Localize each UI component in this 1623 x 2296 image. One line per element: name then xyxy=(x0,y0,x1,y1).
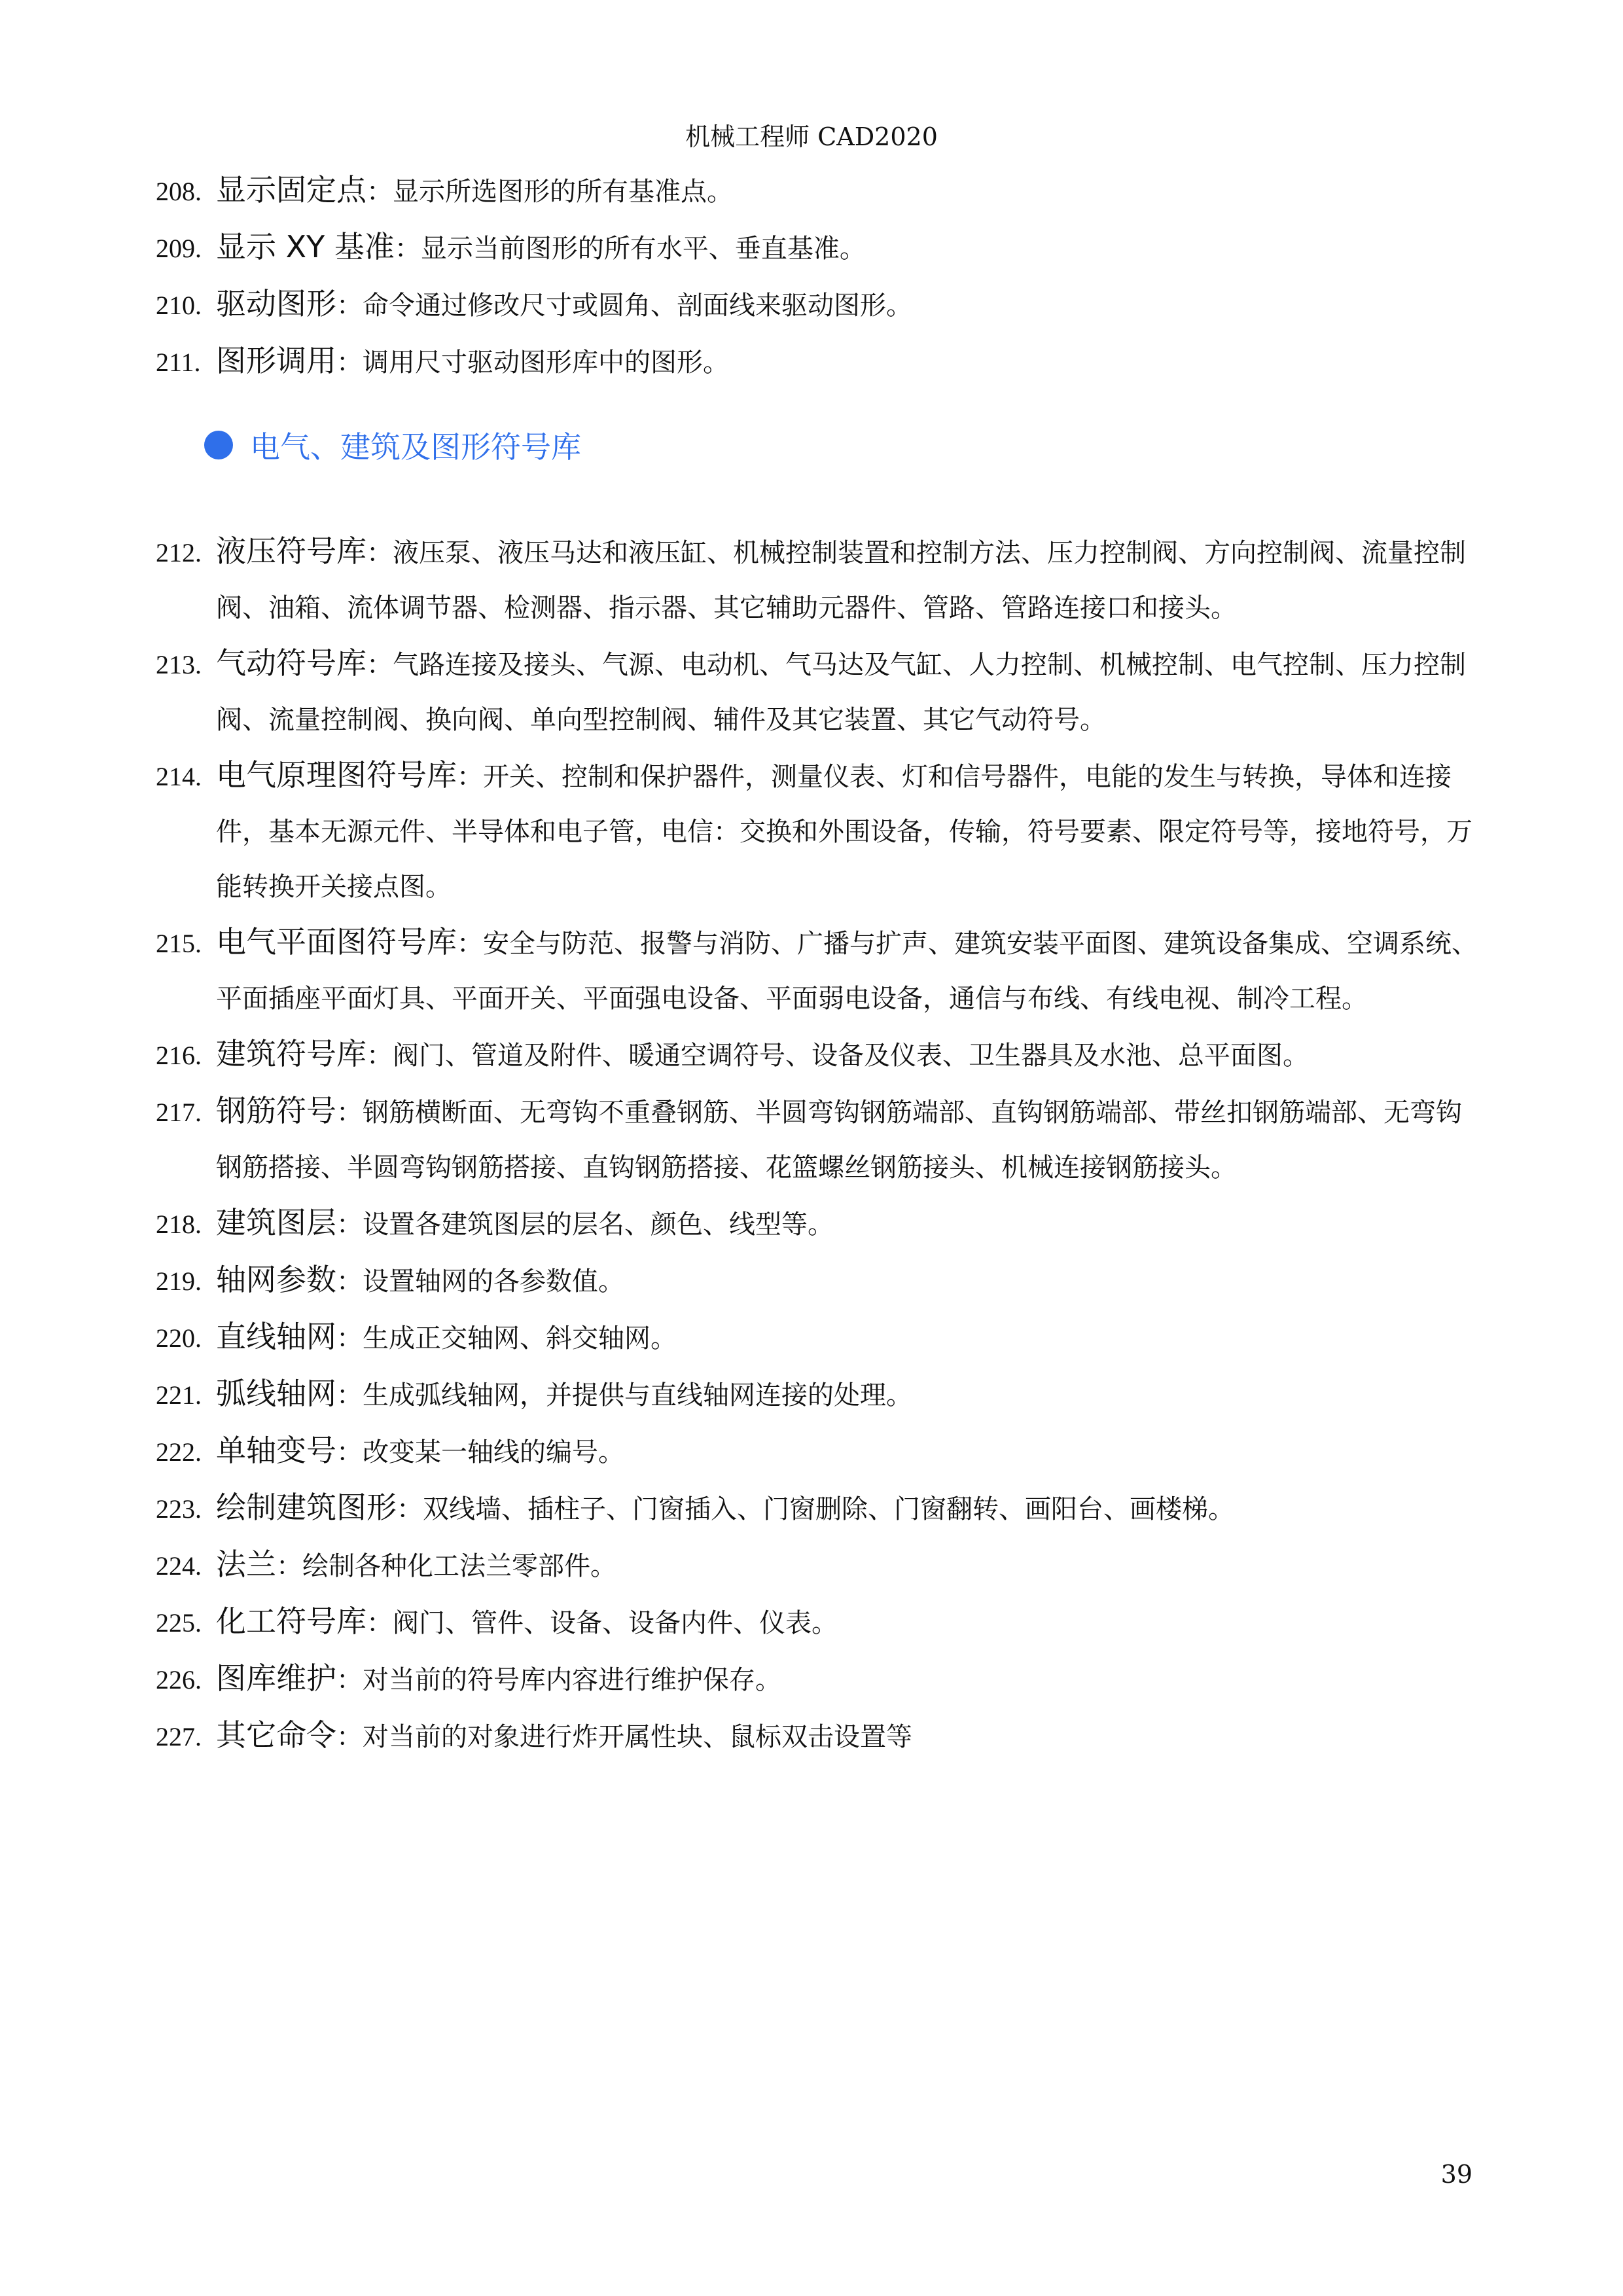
item-description: ：绘制各种化工法兰零部件。 xyxy=(276,1551,616,1581)
item-number: 226. xyxy=(156,1665,202,1695)
item-term: 弧线轴网 xyxy=(216,1376,336,1411)
top-entry-list xyxy=(156,162,1484,390)
item-number: 218. xyxy=(156,1210,202,1239)
page-header: 机械工程师 CAD2020 xyxy=(685,122,938,151)
item-description: ：气路连接及接头、气源、电动机、气马达及气缸、人力控制、机械控制、电气控制、压力控制阀、流量控制阀、换向阀、单向型控制阀、辅件及其它装置、其它气动符号。 xyxy=(216,650,1466,735)
list-item xyxy=(156,1366,1484,1423)
item-number: 225. xyxy=(156,1608,202,1638)
list-item xyxy=(156,524,1484,636)
item-term: 气动符号库 xyxy=(216,645,366,681)
item-term: 钢筋符号 xyxy=(216,1093,336,1128)
item-number: 220. xyxy=(156,1323,202,1353)
item-number: 223. xyxy=(156,1494,202,1524)
item-number: 214. xyxy=(156,762,202,791)
list-item xyxy=(156,1252,1484,1309)
item-term: 液压符号库 xyxy=(216,533,366,569)
list-item xyxy=(156,1309,1484,1366)
item-description: ：对当前的对象进行炸开属性块、鼠标双击设置等 xyxy=(336,1722,912,1752)
item-description: ：生成正交轴网、斜交轴网。 xyxy=(336,1323,677,1354)
item-number: 213. xyxy=(156,650,202,679)
item-description: ：调用尺寸驱动图形库中的图形。 xyxy=(336,348,729,378)
item-term: 图库维护 xyxy=(216,1660,336,1696)
list-item xyxy=(156,276,1484,333)
item-number: 217. xyxy=(156,1098,202,1127)
item-number: 210. xyxy=(156,291,202,320)
item-number: 227. xyxy=(156,1722,202,1751)
item-description: ：显示当前图形的所有水平、垂直基准。 xyxy=(394,234,866,264)
item-term: 轴网参数 xyxy=(216,1262,336,1297)
list-item xyxy=(156,1480,1484,1537)
list-item xyxy=(156,747,1484,914)
list-item xyxy=(156,1594,1484,1651)
item-number: 216. xyxy=(156,1041,202,1070)
item-number: 215. xyxy=(156,929,202,958)
item-number: 209. xyxy=(156,234,202,263)
list-item xyxy=(156,162,1484,219)
item-description: ：显示所选图形的所有基准点。 xyxy=(366,177,733,207)
list-item xyxy=(156,333,1484,390)
item-term: 绘制建筑图形 xyxy=(216,1490,397,1525)
item-number: 208. xyxy=(156,177,202,206)
item-term: 显示固定点 xyxy=(216,172,366,207)
item-description: ：安全与防范、报警与消防、广播与扩声、建筑安装平面图、建筑设备集成、空调系统、平面插座平面灯具、平面开关、平面强电设备、平面弱电设备，通信与布线、有线电视、制冷工程。 xyxy=(216,929,1478,1014)
item-term: 显示 XY 基准 xyxy=(216,229,395,264)
list-item xyxy=(156,636,1484,747)
list-item xyxy=(156,1423,1484,1480)
item-term: 电气原理图符号库 xyxy=(216,757,457,793)
item-term: 电气平面图符号库 xyxy=(216,924,457,960)
item-description: ：液压泵、液压马达和液压缸、机械控制装置和控制方法、压力控制阀、方向控制阀、流量控制阀、油箱、流体调节器、检测器、指示器、其它辅助元器件、管路、管路连接口和接头。 xyxy=(216,538,1466,623)
bullet-circle-icon xyxy=(204,431,233,459)
page-number: 39 xyxy=(1440,2160,1472,2189)
item-term: 建筑图层 xyxy=(216,1205,336,1240)
item-number: 211. xyxy=(156,348,201,377)
item-term: 图形调用 xyxy=(216,343,336,378)
section-heading xyxy=(204,419,581,471)
item-description: ：命令通过修改尺寸或圆角、剖面线来驱动图形。 xyxy=(336,291,912,321)
list-item xyxy=(156,1651,1484,1708)
section-title: 电气、建筑及图形符号库 xyxy=(250,429,581,465)
item-number: 219. xyxy=(156,1266,202,1296)
list-item xyxy=(156,1708,1484,1765)
item-number: 212. xyxy=(156,538,202,567)
item-description: ：设置轴网的各参数值。 xyxy=(336,1266,624,1297)
item-description: ：改变某一轴线的编号。 xyxy=(336,1437,624,1467)
entry-list xyxy=(156,524,1484,1765)
item-description: ：阀门、管道及附件、暖通空调符号、设备及仪表、卫生器具及水池、总平面图。 xyxy=(366,1041,1309,1071)
list-item xyxy=(156,219,1484,276)
list-item xyxy=(156,1537,1484,1594)
item-description: ：生成弧线轴网，并提供与直线轴网连接的处理。 xyxy=(336,1380,912,1410)
list-item xyxy=(156,1026,1484,1083)
item-description: ：阀门、管件、设备、设备内件、仪表。 xyxy=(366,1608,838,1638)
item-description: ：开关、控制和保护器件，测量仪表、灯和信号器件，电能的发生与转换，导体和连接件，基本无源元件、半导体和电子管，电信：交换和外围设备，传输，符号要素、限定符号等，接地符号，万能转换开关接点图。 xyxy=(216,762,1472,902)
item-description: ：对当前的符号库内容进行维护保存。 xyxy=(336,1665,781,1695)
item-description: ：双线墙、插柱子、门窗插入、门窗删除、门窗翻转、画阳台、画楼梯。 xyxy=(397,1494,1234,1524)
item-term: 单轴变号 xyxy=(216,1433,336,1468)
list-item xyxy=(156,1195,1484,1252)
item-term: 驱动图形 xyxy=(216,286,336,321)
item-description: ：设置各建筑图层的层名、颜色、线型等。 xyxy=(336,1210,834,1240)
item-term: 直线轴网 xyxy=(216,1319,336,1354)
list-item xyxy=(156,914,1484,1026)
list-item xyxy=(156,1083,1484,1195)
item-term: 建筑符号库 xyxy=(216,1036,366,1071)
item-number: 221. xyxy=(156,1380,202,1410)
item-term: 化工符号库 xyxy=(216,1604,366,1639)
item-description: ：钢筋横断面、无弯钩不重叠钢筋、半圆弯钩钢筋端部、直钩钢筋端部、带丝扣钢筋端部、无弯钩钢筋搭接、半圆弯钩钢筋搭接、直钩钢筋搭接、花篮螺丝钢筋接头、机械连接钢筋接头。 xyxy=(216,1098,1462,1183)
item-number: 222. xyxy=(156,1437,202,1467)
item-number: 224. xyxy=(156,1551,202,1581)
item-term: 法兰 xyxy=(216,1547,276,1582)
item-term: 其它命令 xyxy=(216,1717,336,1753)
